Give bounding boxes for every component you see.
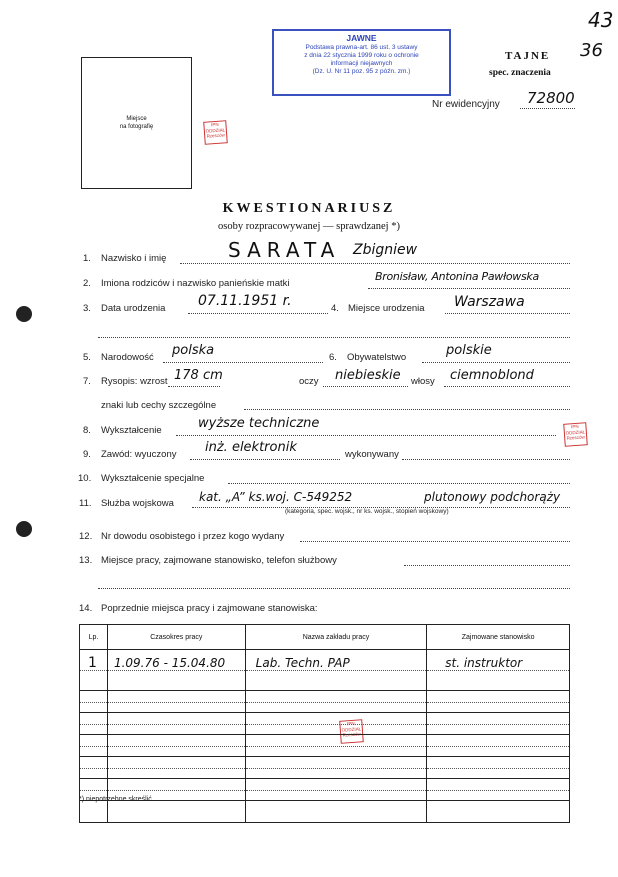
value-hair: ciemnoblond [450, 368, 534, 383]
value-height: 178 cm [174, 368, 223, 383]
field-label-citizenship: Obywatelstwo [347, 352, 407, 363]
row-dotted-line [246, 670, 427, 671]
table-header-row [80, 625, 570, 650]
field-label-marks: znaki lub cechy szczególne [101, 400, 217, 411]
stamp-line: (Dz. U. Nr 11 poz. 95 z późn. zm.) [312, 68, 411, 75]
row-dotted-line [108, 670, 245, 671]
value-military-rank: plutonowy podchorąży [424, 490, 561, 504]
field-number: 3. [83, 303, 91, 314]
field-label-workplace: Miejsce pracy, zajmowane stanowisko, telefon służbowy [101, 555, 337, 566]
field-label-height: Rysopis: wzrost [101, 376, 168, 387]
stamp-line: z dnia 22 stycznia 1999 roku o ochronie [304, 52, 419, 59]
field-label-nationality: Narodowość [101, 352, 154, 363]
ipn-stamp-text: ODDZIAŁ [565, 428, 586, 436]
dotted-line [163, 362, 323, 363]
photo-box [81, 57, 192, 189]
dotted-line [368, 288, 570, 289]
field-label-parents: Imiona rodziców i nazwisko panieńskie matki [101, 278, 290, 289]
field-number: 13. [79, 555, 93, 566]
field-number: 4. [331, 303, 339, 314]
field-number: 10. [78, 473, 92, 484]
dotted-line [402, 459, 570, 460]
value-birthplace: Warszawa [454, 294, 525, 310]
value-name: Zbigniew [353, 242, 418, 258]
field-label-hair: włosy [411, 376, 435, 387]
photo-label: Miejsce [126, 116, 147, 122]
row-dotted-line [427, 670, 569, 671]
dotted-line [176, 435, 556, 436]
cell-lp: 1 [88, 655, 97, 671]
punch-hole [16, 521, 32, 537]
photo-label: na fotografię [119, 124, 154, 130]
ipn-stamp-text: Rzeszów [206, 132, 225, 139]
value-parents: Bronisław, Antonina Pawłowska [375, 270, 539, 283]
value-surname: SARATA [228, 238, 341, 262]
ipn-stamp-text: IPN [571, 423, 579, 430]
dotted-line [300, 541, 570, 542]
stamp-title: JAWNE [346, 33, 377, 43]
record-value: 72800 [527, 89, 575, 107]
table-row [80, 779, 570, 801]
ipn-stamp-text: ODDZIAŁ [205, 126, 226, 134]
field-label-surname: Nazwisko i imię [101, 253, 167, 264]
dotted-line [98, 588, 570, 589]
column-header: Czasokres pracy [107, 625, 245, 650]
classification-label: TAJNE [505, 50, 551, 62]
ipn-stamp-text: Rzeszów [342, 731, 361, 738]
field-label-performed: wykonywany [345, 449, 399, 460]
dotted-line [188, 313, 328, 314]
stamp-line: informacji niejawnych [330, 60, 393, 67]
value-military: kat. „A” ks.woj. C-549252 [199, 490, 353, 504]
dotted-line [98, 337, 570, 338]
field-number: 7. [83, 376, 91, 387]
employment-history-table [79, 624, 570, 823]
column-header: Nazwa zakładu pracy [245, 625, 427, 650]
field-number: 1. [83, 253, 91, 264]
dotted-line [168, 386, 220, 387]
dotted-line [404, 565, 570, 566]
field-number: 6. [329, 352, 337, 363]
ipn-stamp-text: IPN [211, 121, 219, 128]
field-label-previous-jobs: Poprzednie miejsca pracy i zajmowane stanowiska: [101, 603, 318, 614]
field-label-eyes: oczy [299, 376, 319, 387]
table-row [80, 735, 570, 757]
stamp-line: Podstawa prawna-art. 86 ust. 3 ustawy [305, 44, 418, 51]
field-hint-military: (kategoria, spec. wojsk., nr ks. wojsk., stopień wojskowy) [285, 508, 449, 515]
field-number: 14. [79, 603, 93, 614]
table-row [80, 757, 570, 779]
field-number: 5. [83, 352, 91, 363]
field-label-profession: Zawód: wyuczony [101, 449, 177, 460]
table-row [80, 650, 570, 691]
field-label-military: Służba wojskowa [101, 498, 174, 509]
field-label-birthplace: Miejsce urodzenia [348, 303, 425, 314]
dotted-line [520, 108, 575, 109]
ipn-stamp [203, 120, 228, 145]
dotted-line [190, 459, 340, 460]
form-title: KWESTIONARIUSZ [222, 201, 396, 216]
cell-employer: Lab. Techn. PAP [255, 656, 350, 670]
classification-sublabel: spec. znaczenia [489, 68, 551, 78]
footnote: *) niepotrzebne skreślić [79, 796, 152, 803]
cell-period: 1.09.76 - 15.04.80 [113, 656, 226, 670]
field-number: 2. [83, 278, 91, 289]
punch-hole [16, 306, 32, 322]
dotted-line [422, 362, 570, 363]
record-label: Nr ewidencyjny [432, 99, 500, 110]
field-label-id-card: Nr dowodu osobistego i przez kogo wydany [101, 531, 285, 542]
field-number: 9. [83, 449, 91, 460]
field-number: 8. [83, 425, 91, 436]
field-label-education: Wykształcenie [101, 425, 162, 436]
column-header: Zajmowane stanowisko [427, 625, 570, 650]
value-nationality: polska [172, 343, 215, 358]
dotted-line [445, 313, 570, 314]
stamp-public [272, 29, 451, 96]
ipn-stamp [563, 422, 588, 447]
dotted-line [244, 409, 570, 410]
table-row [80, 801, 570, 823]
dotted-line [444, 386, 570, 387]
page-number-bottom: 36 [580, 40, 603, 61]
dotted-line [228, 483, 570, 484]
field-number: 12. [79, 531, 93, 542]
field-label-birthdate: Data urodzenia [101, 303, 166, 314]
cell-position: st. instruktor [445, 656, 523, 670]
ipn-stamp-text: ODDZIAŁ [341, 725, 362, 733]
dotted-line [323, 386, 408, 387]
value-profession: inż. elektronik [205, 440, 297, 455]
page-number-top: 43 [588, 8, 614, 32]
ipn-stamp-text: Rzeszów [566, 434, 585, 441]
dotted-line [180, 263, 570, 264]
form-subtitle: osoby rozpracowywanej — sprawdzanej *) [218, 221, 400, 232]
ipn-stamp-text: IPN [347, 720, 355, 727]
table-row [80, 691, 570, 713]
value-education: wyższe techniczne [198, 416, 320, 431]
table-row [80, 713, 570, 735]
field-label-special-education: Wykształcenie specjalne [101, 473, 205, 484]
field-number: 11. [79, 498, 92, 509]
value-eyes: niebieskie [335, 368, 401, 383]
column-header: Lp. [80, 625, 108, 650]
value-birthdate: 07.11.1951 r. [198, 293, 292, 309]
value-citizenship: polskie [446, 343, 492, 358]
